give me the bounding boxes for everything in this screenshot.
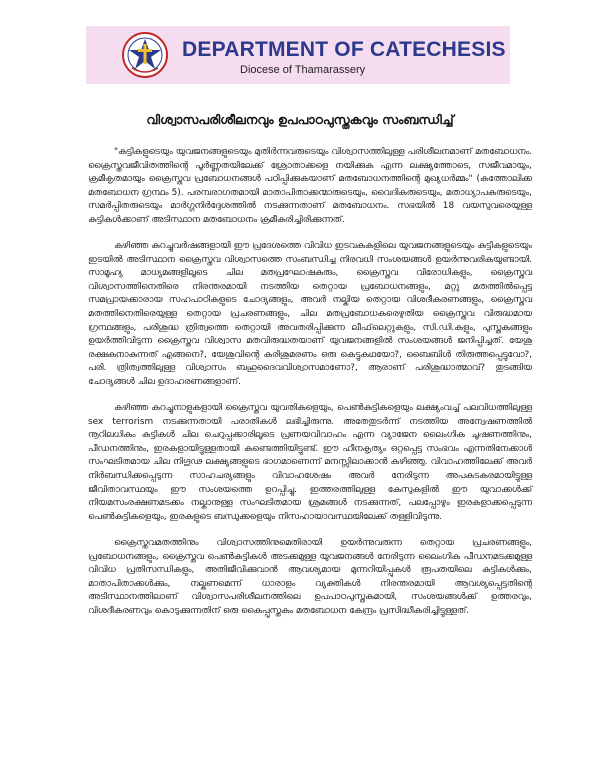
document-body: [88, 146, 532, 632]
diocese-emblem-icon: [120, 30, 170, 80]
paragraph: കഴിഞ്ഞ കുറച്ചുനാളുകളായി ക്രൈസ്തവ യുവതികളെയും, പെൺകുട്ടികളെയും ലക്ഷ്യംവച്ച് പലവിധത്തിലുള്ള sex terrorism നടക്കുന്നതായി പരാതികൾ ലഭിച്ചിരുന്നു. അതേതുടർന്ന് നടത്തിയ അന്വേഷണത്തിൽ നൂറിലധികം കുട്ടികൾ ചില ചെറുപ്പക്കാരിലൂടെ പ്രണയവിവാഹം എന്ന വ്യാജേന ലൈംഗിക ചൂഷണത്തിനും, പീഡനത്തിനും, ഇരകളായിട്ടുള്ളതായി കണ്ടെത്തിയിട്ടുണ്ട്. ഈ ഹീനകൃത്യം ഒറ്റപ്പെട്ട സംഭവം എന്നതിനേക്കാൾ സംഘടിതമായ ചില നിഗൂഢ ലക്ഷ്യങ്ങളുടെ ഭാഗമാണെന്ന് മനസ്സിലാക്കാൻ കഴിഞ്ഞു. വിവാഹത്തിലേക്ക് അവർ നിർബന്ധിക്കപ്പെടുന്ന സാഹചര്യങ്ങളും വിവാഹശേഷം അവർ നേരിടുന്ന അപകടകരമായിട്ടുള്ള ജീവിതാവസ്ഥയും ഈ സംശയത്തെ ഉറപ്പിച്ചു. ഇത്തരത്തിലുള്ള കേസുകളിൽ ഈ യുവാക്കൾക്ക് നിയമസംരക്ഷണമടക്കം നല്കാനുള്ള സംഘടിതമായ ശ്രമങ്ങൾ നടക്കുന്നത്, പലപ്പോഴും ഇരകളാക്കപ്പെടുന്ന പെൺകുട്ടികളെയും, ഇരകളുടെ ബന്ധുക്കളെയും നിസഹായാവസ്ഥയിലേക്ക് തള്ളിവിടുന്നു.: [88, 403, 532, 522]
document-heading: വിശ്വാസപരിശീലനവും ഉപപാഠപുസ്തകവും സംബന്ധിച്ച്: [146, 112, 454, 127]
diocese-name: Diocese of Thamarassery: [240, 64, 366, 76]
paragraph: ക്രൈസ്തവമതത്തിനും വിശ്വാസത്തിനുമെതിരായി ഉയർന്നുവരുന്ന തെറ്റായ പ്രചരണങ്ങളും, പ്രബോധനങ്ങളും, ക്രൈസ്തവ പെൺകുട്ടികൾ അടക്കമുള്ള യുവജനങ്ങൾ നേരിടുന്ന ലൈംഗിക പീഡനമടക്കമുള്ള വിവിധ പ്രതിസന്ധികളും, അതിജീവിക്കുവാൻ ആവശ്യമായ മുന്നറിയിപ്പുകൾ രൂപതയിലെ കുട്ടികൾക്കും, മാതാപിതാക്കൾക്കും, നല്കണമെന്ന് ധാരാളം വ്യക്തികൾ നിരന്തരമായി ആവശ്യപ്പെട്ടതിന്റെ അടിസ്ഥാനത്തിലാണ് വിശ്വാസപരിശീലനത്തിലെ ഉപപാഠപുസ്തകമായി, സംശയങ്ങൾക്ക് ഉത്തരവും, വിശദീകരണവും കൊടുക്കുന്നതിന് ഒരു കൈപ്പുസ്തകം മതബോധന കേന്ദ്രം പ്രസിദ്ധീകരിച്ചിട്ടുള്ളത്.: [88, 538, 532, 616]
paragraph: കഴിഞ്ഞ കുറച്ചുവർഷങ്ങളായി ഈ പ്രദേശത്തെ വിവിധ ഇടവകകളിലെ യുവജനങ്ങളുടെയും കുട്ടികളുടെയും ഇടയിൽ അടിസ്ഥാന ക്രൈസ്തവ വിശ്വാസത്തെ സംബന്ധിച്ച നിരവധി സംശയങ്ങൾ ഉയർന്നുവരികയുണ്ടായി. സാമൂഹ്യ മാധ്യമങ്ങളിലൂടെ ചില മതപ്രഘോഷകരും, ക്രൈസ്തവ വിരോധികളും, ക്രൈസ്തവ വിശ്വാസത്തിനെതിരെ നിരന്തരമായി നടത്തിയ തെറ്റായ പ്രബോധനങ്ങളും, മറ്റു മതത്തിൽപ്പെട്ട സമപ്രായക്കാരായ സഹപാഠികളുടെ ചോദ്യങ്ങളും, അവർ നല്കിയ തെറ്റായ വിശദീകരണങ്ങളും, ക്രൈസ്തവ മതത്തിനെതിരെയുള്ള തെറ്റായ പ്രചരണങ്ങളും, ചില മതപ്രബോധകരെഴുതിയ ക്രൈസ്തവ വിരുദ്ധമായ ഗ്രന്ഥങ്ങളും, പരിശുദ്ധ ത്രിത്വത്തെ തെറ്റായി അവതരിപ്പിക്കുന്ന ലീഫ്‌ലെറ്റുകളും, സി.ഡി.കളും, പുസ്തകങ്ങളും ഉയർത്തിവിടുന്ന ക്രൈസ്തവ വിശ്വാസ മതവിരുദ്ധതയാണ് യുവജനങ്ങളിൽ സംശയങ്ങൾ ജനിപ്പിച്ചത്. യേശു രക്ഷകനാകുന്നത് എങ്ങനെ?, യേശുവിന്റെ കുരിശുമരണം ഒരു കെട്ടുകഥയോ?, ബൈബിൾ തിരുത്തപ്പെട്ടുവോ?, പരി. ത്രിത്വത്തിലുള്ള വിശ്വാസം ബഹുദൈവവിശ്വാസമാണോ?, ആരാണ് പരിശുദ്ധാത്മാവ്? തുടങ്ങിയ ചോദ്യങ്ങൾ ചില ഉദാഹരണങ്ങളാണ്.: [88, 241, 532, 387]
department-title: DEPARTMENT OF CATECHESIS: [182, 38, 506, 61]
paragraph: "കുട്ടികളുടെയും യുവജനങ്ങളുടെയും മുതിർന്നവരുടെയും വിശ്വാസത്തിലുള്ള പരിശീലനമാണ് മതബോധനം. ക്രൈസ്തവജീവിതത്തിന്റെ പൂർണ്ണതയിലേക്ക് ശ്രോതാക്കളെ നയിക്കുക എന്ന ലക്ഷ്യത്തോടെ, സജീവമായും, ക്രമീകൃതമായും ക്രൈസ്തവ പ്രബോധനങ്ങൾ പഠിപ്പിക്കുകയാണ് മതബോധനത്തിന്റെ മുഖ്യധർമ്മം" (കത്തോലിക്ക മതബോധന ഗ്രന്ഥം 5). പരമ്പരാഗതമായി മാതാപിതാക്കന്മാരുടെയും, വൈദികരുടെയും, മതാധ്യാപകരുടെയും, സമർപ്പിതരുടെയും മാർഗ്ഗനിർദ്ദേശത്തിൽ നടക്കുന്നതാണ് മതബോധനം. സഭയിൽ 18 വയസുവരെയുള്ള കുട്ടികൾക്കാണ് അടിസ്ഥാന മതബോധനം ക്രമീകരിച്ചിരിക്കുന്നത്.: [88, 147, 532, 225]
